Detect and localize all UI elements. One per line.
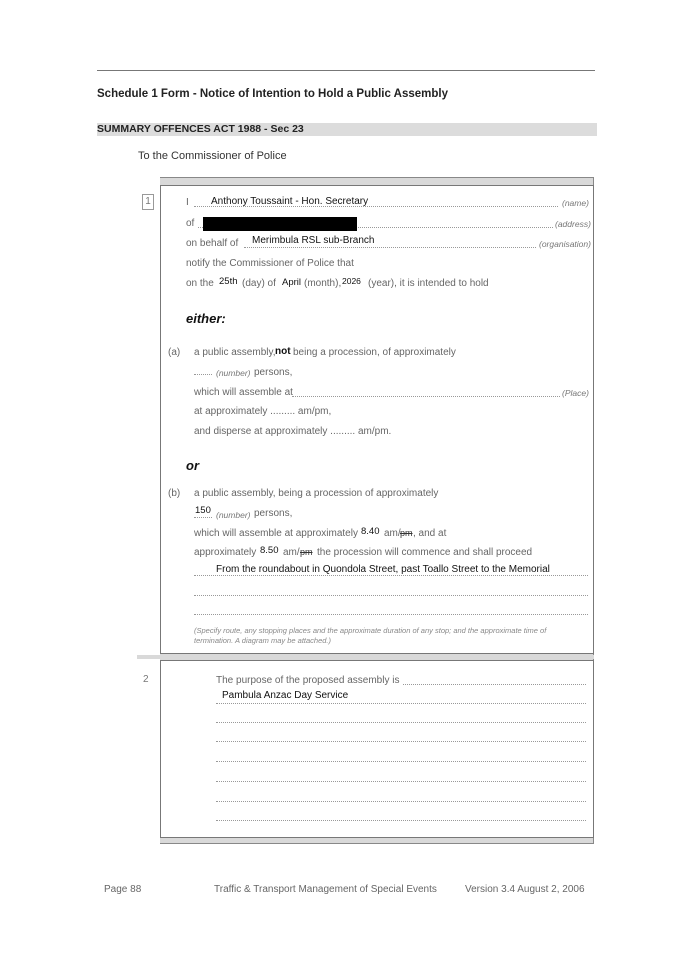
number-column (137, 177, 160, 844)
year-field[interactable]: 2026 (342, 276, 361, 286)
act-heading: SUMMARY OFFENCES ACT 1988 - Sec 23 (97, 123, 304, 135)
section-1-number: 1 (142, 194, 154, 210)
b-number-field[interactable]: 150 (195, 505, 211, 516)
b-and-at: , and at (413, 528, 447, 539)
purpose-line-5 (216, 781, 586, 782)
purpose-line-4 (216, 761, 586, 762)
route-line-1 (194, 575, 588, 576)
b-am2: am/ (283, 547, 300, 558)
organisation-field[interactable]: Merimbula RSL sub-Branch (252, 235, 375, 246)
i-prefix: I (186, 197, 189, 208)
b-commence-post: the procession will commence and shall proceed (317, 547, 533, 558)
purpose-line-2 (216, 722, 586, 723)
b-assemble-pre: which will assemble at approximately (194, 528, 358, 539)
organisation-hint: (organisation) (539, 239, 591, 249)
addressee: To the Commissioner of Police (138, 150, 287, 162)
b-assemble-time[interactable]: 8.40 (361, 526, 380, 537)
b-number-line (194, 517, 212, 518)
a-at-approx: at approximately ......... am/pm, (194, 406, 332, 417)
month-label: (month), (304, 278, 342, 289)
section-1-panel (160, 185, 594, 654)
b-am: am/ (384, 528, 401, 539)
b-persons: persons, (254, 508, 293, 519)
day-field[interactable]: 25th (219, 276, 238, 287)
purpose-line-3 (216, 741, 586, 742)
b-label: (b) (168, 488, 181, 499)
footer-doc-title: Traffic & Transport Management of Special Events (214, 884, 437, 895)
footer-page: Page 88 (104, 884, 142, 895)
year-label: (year), it is intended to hold (368, 278, 489, 289)
address-hint: (address) (555, 219, 591, 229)
or-label: or (186, 458, 199, 473)
redacted-address (203, 217, 357, 231)
route-line-2 (194, 595, 588, 596)
a-line1-post: being a procession, of approximately (293, 347, 456, 358)
behalf-prefix: on behalf of (186, 238, 239, 249)
b-line1: a public assembly, being a procession of approximately (194, 488, 439, 499)
top-rule (97, 70, 595, 71)
a-assemble: which will assemble at (194, 387, 293, 398)
purpose-line-1 (216, 703, 586, 704)
purpose-line-0 (403, 684, 586, 685)
section-separator (137, 655, 594, 659)
b-pm-struck2: pm (300, 547, 313, 557)
notify-text: notify the Commissioner of Police that (186, 258, 354, 269)
route-line-3 (194, 614, 588, 615)
page-title: Schedule 1 Form - Notice of Intention to Hold a Public Assembly (97, 88, 449, 100)
b-commence-time[interactable]: 8.50 (260, 545, 279, 556)
organisation-line (244, 247, 536, 248)
section-2-panel (160, 660, 594, 838)
on-the: on the (186, 278, 214, 289)
day-label: (day) of (242, 278, 276, 289)
either-label: either: (186, 311, 226, 326)
a-place-hint: (Place) (562, 388, 589, 398)
a-number-hint: (number) (216, 368, 251, 378)
a-label: (a) (168, 347, 181, 358)
a-disperse: and disperse at approximately ......... am/pm. (194, 426, 392, 437)
of-prefix: of (186, 218, 195, 229)
footer-version: Version 3.4 August 2, 2006 (465, 884, 585, 895)
name-field[interactable]: Anthony Toussaint - Hon. Secretary (211, 196, 369, 207)
b-pm-struck: pm (400, 528, 413, 538)
a-line1-not: not (275, 346, 291, 357)
route-note: (Specify route, any stopping places and the approximate duration of any stop; and the approximate time of termination. A diagram may be attached.) (194, 626, 547, 645)
a-place-line (292, 396, 560, 397)
month-field[interactable]: April (282, 277, 302, 288)
purpose-label: The purpose of the proposed assembly is (216, 675, 400, 686)
a-number-line (194, 374, 212, 375)
a-persons: persons, (254, 367, 293, 378)
purpose-line-6 (216, 801, 586, 802)
purpose-line-7 (216, 820, 586, 821)
a-line1-pre: a public assembly, (194, 347, 276, 358)
b-number-hint: (number) (216, 510, 251, 520)
section-2-number: 2 (143, 674, 149, 685)
b-approx: approximately (194, 547, 257, 558)
purpose-field[interactable]: Pambula Anzac Day Service (222, 690, 349, 701)
name-hint: (name) (562, 198, 589, 208)
route-field[interactable]: From the roundabout in Quondola Street, past Toallo Street to the Memorial (216, 564, 550, 575)
